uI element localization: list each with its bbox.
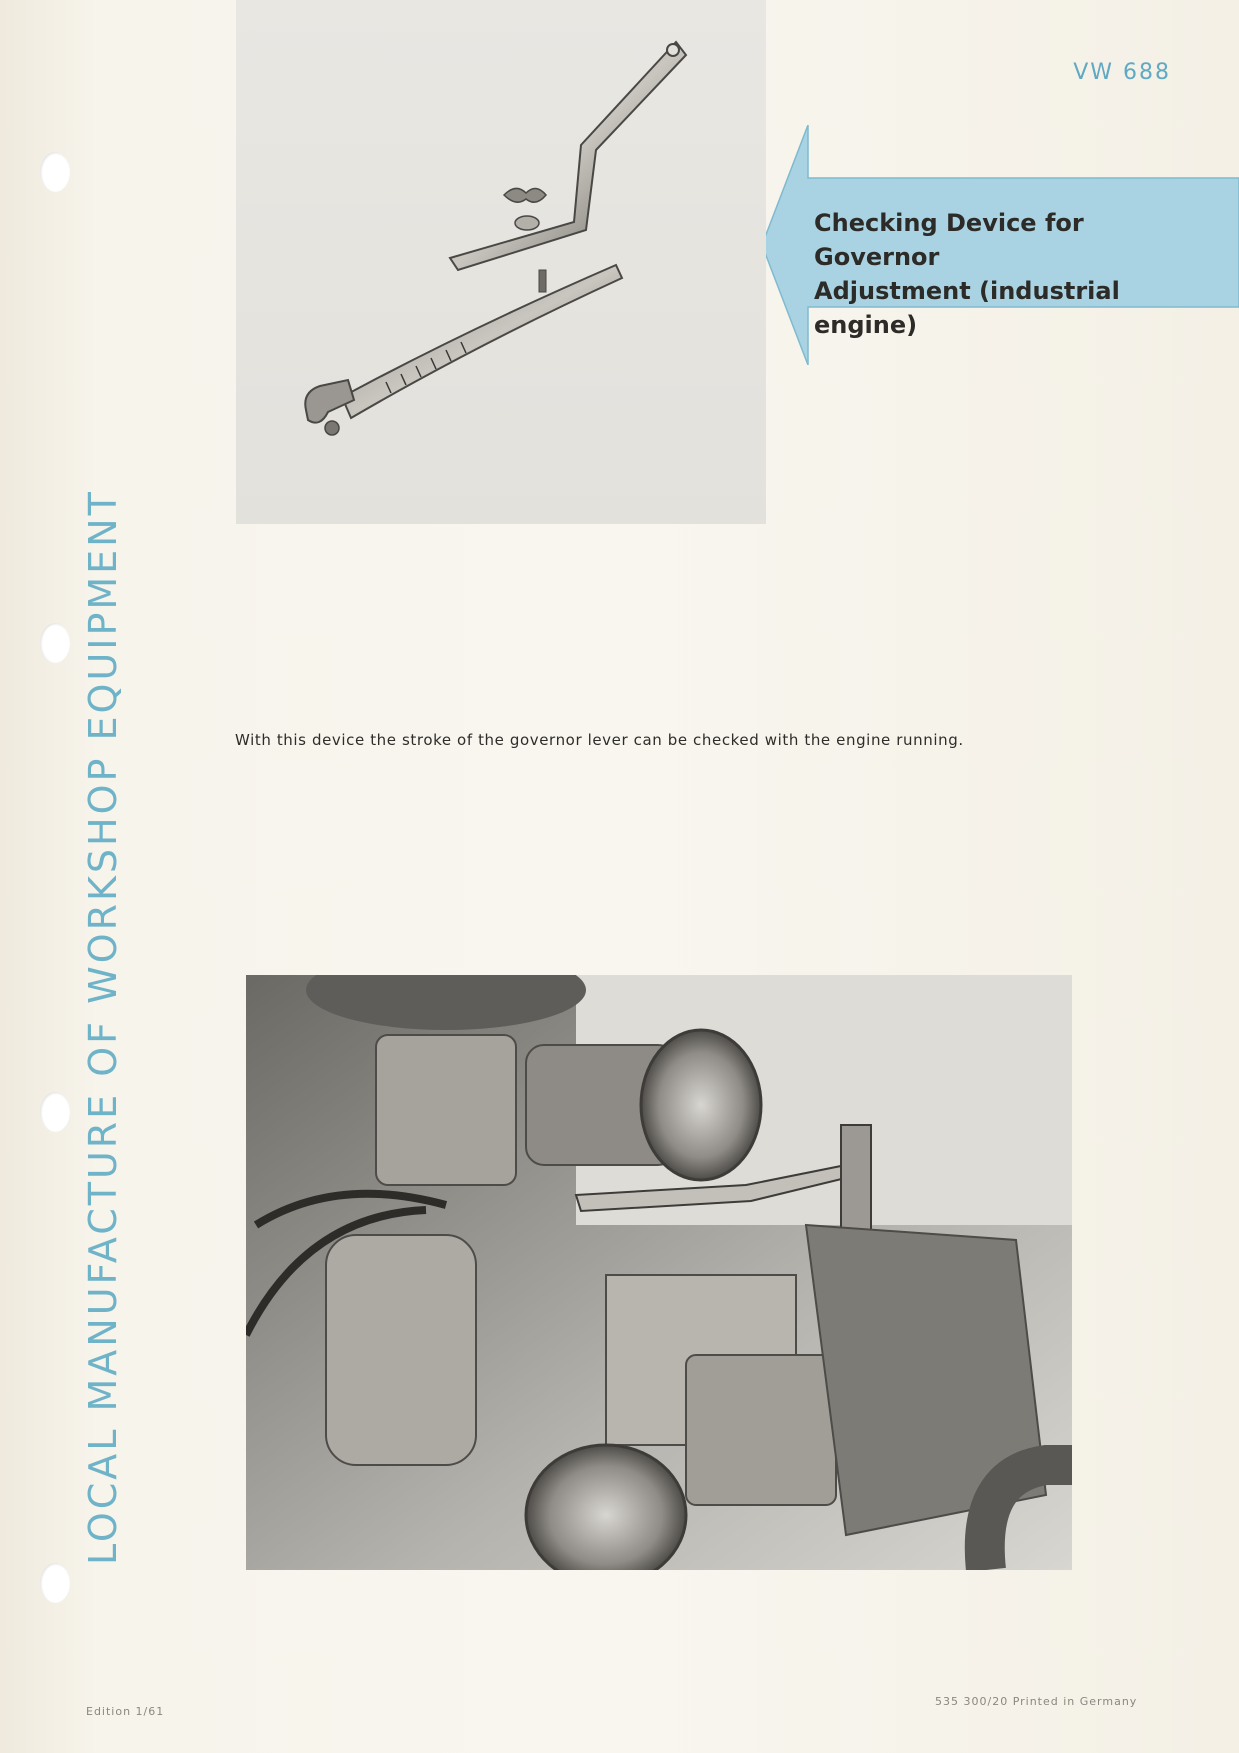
print-info: 535 300/20 Printed in Germany — [935, 1695, 1138, 1708]
edition-label: Edition 1/61 — [86, 1705, 165, 1718]
punch-hole — [40, 1092, 70, 1132]
title-line-1: Checking Device for Governor — [814, 209, 1084, 271]
page-title — [814, 206, 1214, 342]
sidebar-title: LOCAL MANUFACTURE OF WORKSHOP EQUIPMENT — [81, 489, 125, 1565]
engine-illustration — [246, 975, 1072, 1570]
punch-hole — [40, 152, 70, 192]
engine-with-device-photo — [246, 975, 1072, 1570]
figure-caption: With this device the stroke of the governor lever can be checked with the engine running. — [235, 731, 964, 749]
checking-device-illustration — [236, 0, 766, 524]
punch-hole — [40, 623, 70, 663]
document-number: VW 688 — [1073, 60, 1171, 85]
title-line-2: Adjustment (industrial engine) — [814, 277, 1120, 339]
punch-hole — [40, 1563, 70, 1603]
checking-device-photo — [236, 0, 766, 524]
